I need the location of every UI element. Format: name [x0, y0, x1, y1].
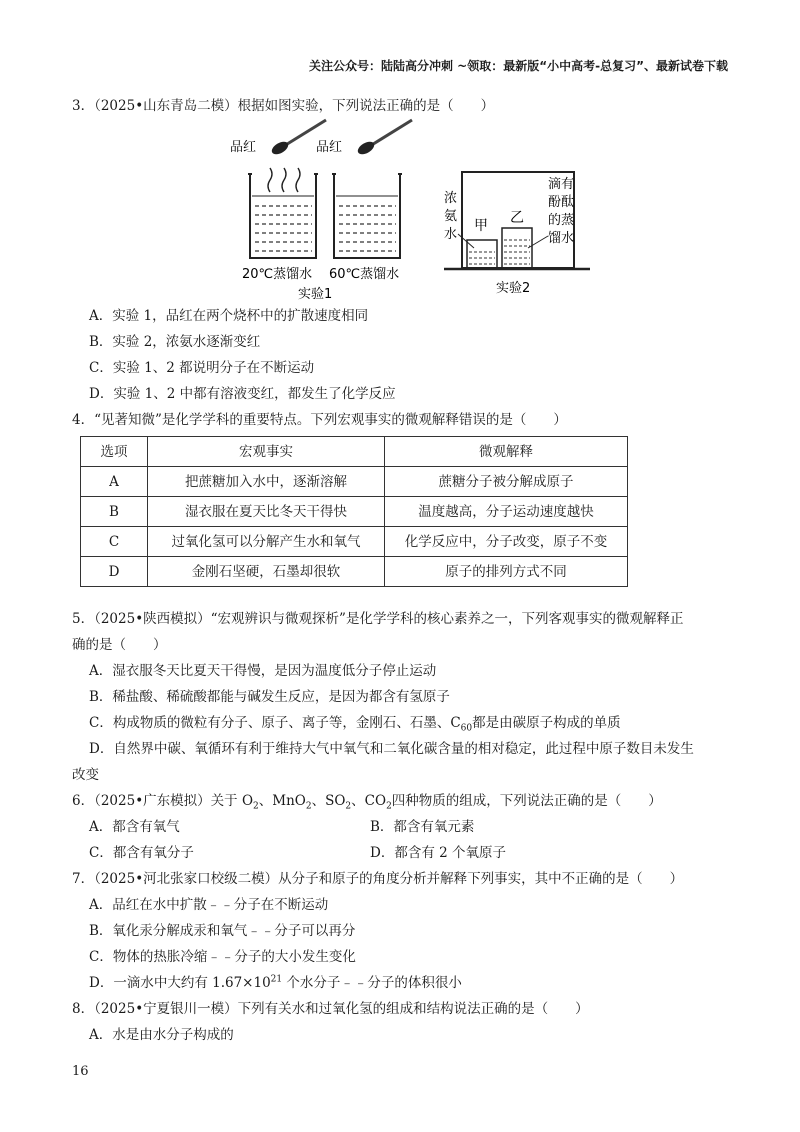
table-cell: 化学反应中，分子改变，原子不变 — [385, 527, 628, 557]
q3-option-d: D．实验 1、2 中都有溶液变红，都发生了化学反应 — [89, 386, 396, 402]
table-cell: C — [81, 527, 148, 557]
q7-option-b: B．氧化汞分解成汞和氧气﹣﹣分子可以再分 — [89, 923, 356, 939]
label-beaker-1: 20℃蒸馏水 — [242, 267, 313, 282]
page-header: 关注公众号：陆陆高分冲刺 ~领取：最新版“小中高考-总复习”、最新试卷下载 — [309, 59, 728, 73]
q6-options-row1 — [89, 817, 736, 837]
label-pinhong-1: 品红 — [230, 140, 257, 155]
table-header: 选项 — [81, 437, 148, 467]
q5-option-d-line1: D．自然界中碳、氧循环有利于维持大气中氧气和二氧化碳含量的相对稳定，此过程中原子数目未发生 — [89, 741, 694, 757]
q5-option-c — [89, 713, 736, 733]
q7-option-c: C．物体的热胀冷缩﹣﹣分子的大小发生变化 — [89, 949, 356, 965]
q6-option-d: D．都含有 2 个氧原子 — [370, 845, 506, 861]
page-number: 16 — [72, 1064, 89, 1079]
q7-option-d-sup: 21 — [270, 974, 283, 985]
table-cell: A — [81, 467, 148, 497]
q6-stem-part: 、SO — [311, 793, 346, 809]
q5-option-d-line2: 改变 — [72, 767, 99, 783]
q7-option-d-tail: 个水分子﹣﹣分子的体积很小 — [282, 975, 462, 991]
table-cell: 湿衣服在夏天比冬天干得快 — [148, 497, 385, 527]
q6-stem-part: 、MnO — [258, 793, 306, 809]
table-row — [81, 527, 628, 557]
q6-option-b: B．都含有氧元素 — [370, 819, 475, 835]
q6-sub: 2 — [253, 801, 259, 812]
label-ammonia-1: 浓 — [444, 191, 458, 206]
table-row — [81, 557, 628, 587]
page-content — [72, 96, 736, 1045]
q5-option-c-sub: 60 — [460, 723, 473, 734]
spoon-2 — [356, 120, 412, 157]
label-phenol-3: 的蒸 — [548, 213, 575, 228]
q5-option-c-text: C．构成物质的微粒有分子、原子、离子等，金刚石、石墨、C — [89, 715, 461, 731]
label-phenol-4: 馏水 — [548, 231, 575, 246]
q7-option-d-text: D．一滴水中大约有 1.67×10 — [89, 975, 271, 991]
label-phenol-2: 酚酞 — [548, 195, 575, 210]
label-exp1: 实验1 — [298, 287, 333, 302]
label-exp2: 实验2 — [496, 281, 531, 296]
q6-stem — [72, 791, 736, 811]
q6-stem-part: 、CO — [351, 793, 387, 809]
label-ammonia-2: 氨 — [444, 209, 458, 224]
q6-option-c: C．都含有氧分子 — [89, 845, 194, 861]
table-header: 宏观事实 — [148, 437, 385, 467]
q6-sub: 2 — [386, 801, 392, 812]
table-cell: B — [81, 497, 148, 527]
q6-sub: 2 — [345, 801, 352, 812]
q8-option-a: A．水是由水分子构成的 — [89, 1027, 234, 1043]
q8-stem: 8．（2025•宁夏银川一模）下列有关水和过氧化氢的组成和结构说法正确的是（ ） — [72, 1001, 589, 1017]
q7-option-a: A．品红在水中扩散﹣﹣分子在不断运动 — [89, 897, 329, 913]
q3-option-b: B．实验 2，浓氨水逐渐变红 — [89, 334, 261, 350]
q6-stem-part: 四种物质的组成，下列说法正确的是（ ） — [391, 793, 662, 809]
q5-option-b: B．稀盐酸、稀硫酸都能与碱发生反应，是因为都含有氢原子 — [89, 689, 450, 705]
q6-option-a: A．都含有氧气 — [89, 819, 180, 835]
q4-stem: 4．“见著知微”是化学学科的重要特点。下列宏观事实的微观解释错误的是（ ） — [72, 412, 567, 428]
table-cell: D — [81, 557, 148, 587]
table-header: 微观解释 — [385, 437, 628, 467]
q6-options-row2 — [89, 843, 736, 863]
q5-option-c-tail: 都是由碳原子构成的单质 — [472, 715, 621, 731]
q7-option-d — [89, 973, 736, 993]
q6-sub: 2 — [305, 801, 312, 812]
q6-stem-part: 6．（2025•广东模拟）关于 O — [72, 793, 254, 809]
q4-table — [80, 436, 628, 587]
q5-stem-line2: 确的是（ ） — [72, 637, 167, 653]
q3-figure — [72, 116, 736, 302]
table-row — [81, 467, 628, 497]
label-jia: 甲 — [474, 218, 488, 234]
table-row — [81, 497, 628, 527]
beaker-2 — [332, 174, 402, 258]
label-beaker-2: 60℃蒸馏水 — [329, 267, 400, 282]
label-ammonia-3: 水 — [444, 227, 458, 242]
q5-option-a: A．湿衣服冬天比夏天干得慢，是因为温度低分子停止运动 — [89, 663, 437, 679]
table-header-row — [81, 437, 628, 467]
label-phenol-1: 滴有 — [548, 177, 575, 192]
q5-stem-line1: 5．（2025•陕西模拟）“宏观辨识与微观探析”是化学学科的核心素养之一，下列客观事实的微观解释正 — [72, 611, 684, 627]
table-cell: 蔗糖分子被分解成原子 — [385, 467, 628, 497]
table-cell: 原子的排列方式不同 — [385, 557, 628, 587]
q3-option-a: A．实验 1，品红在两个烧杯中的扩散速度相同 — [89, 308, 369, 324]
table-cell: 过氧化氢可以分解产生水和氧气 — [148, 527, 385, 557]
beaker-1 — [248, 168, 318, 258]
table-cell: 温度越高，分子运动速度越快 — [385, 497, 628, 527]
table-cell: 把蔗糖加入水中，逐渐溶解 — [148, 467, 385, 497]
label-yi: 乙 — [510, 210, 524, 226]
label-pinhong-2: 品红 — [316, 140, 343, 155]
q7-stem: 7．（2025•河北张家口校级二模）从分子和原子的角度分析并解释下列事实，其中不正确的是（ ） — [72, 871, 684, 887]
q3-option-c: C．实验 1、2 都说明分子在不断运动 — [89, 360, 315, 376]
experiment-diagram — [72, 116, 736, 302]
table-cell: 金刚石坚硬，石墨却很软 — [148, 557, 385, 587]
q3-stem: 3．（2025•山东青岛二模）根据如图实验，下列说法正确的是（ ） — [72, 98, 495, 114]
